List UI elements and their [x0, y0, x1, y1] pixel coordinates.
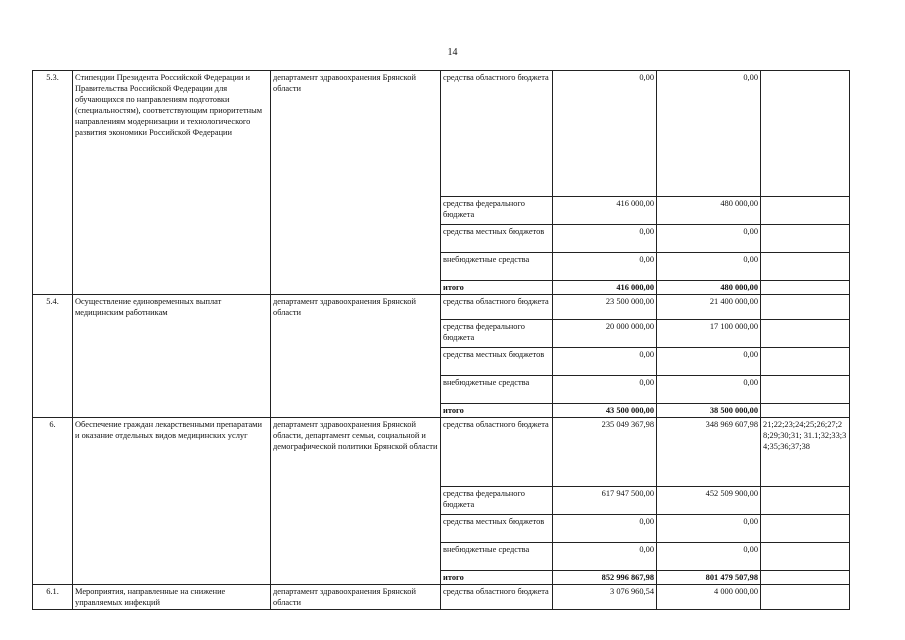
amount-year2-cell: 0,00	[657, 515, 761, 543]
indicators-cell	[761, 71, 850, 197]
empty-indicators-cell	[761, 404, 850, 418]
amount-year2-cell: 4 000 000,00	[657, 585, 761, 610]
amount-year1-cell: 416 000,00	[553, 197, 657, 225]
amount-year1-cell: 0,00	[553, 515, 657, 543]
funding-source-cell: средства областного бюджета	[441, 71, 553, 197]
amount-year1-cell: 0,00	[553, 225, 657, 253]
amount-year1-cell: 3 076 960,54	[553, 585, 657, 610]
amount-year1-cell: 20 000 000,00	[553, 320, 657, 348]
amount-year2-cell: 0,00	[657, 543, 761, 571]
page-number: 14	[447, 47, 458, 58]
amount-year2-cell: 17 100 000,00	[657, 320, 761, 348]
item-number-cell: 5.3.	[33, 71, 73, 295]
amount-year1-cell: 0,00	[553, 376, 657, 404]
funding-source-cell: средства федерального бюджета	[441, 320, 553, 348]
amount-year2-cell: 21 400 000,00	[657, 295, 761, 320]
funding-source-cell: средства областного бюджета	[441, 418, 553, 487]
amount-year1-cell: 235 049 367,98	[553, 418, 657, 487]
empty-indicators-cell	[761, 515, 850, 543]
empty-indicators-cell	[761, 376, 850, 404]
amount-year1-cell: 416 000,00	[553, 281, 657, 295]
table-row	[33, 418, 850, 487]
executor-cell: департамент здравоохранения Брянской области	[271, 295, 441, 418]
indicators-cell	[761, 585, 850, 610]
funding-source-cell: внебюджетные средства	[441, 376, 553, 404]
funding-source-cell: средства местных бюджетов	[441, 348, 553, 376]
amount-year1-cell: 0,00	[553, 71, 657, 197]
empty-indicators-cell	[761, 320, 850, 348]
funding-source-cell: средства федерального бюджета	[441, 487, 553, 515]
amount-year2-cell: 348 969 607,98	[657, 418, 761, 487]
empty-indicators-cell	[761, 253, 850, 281]
item-number-cell: 6.	[33, 418, 73, 585]
funding-source-cell: внебюджетные средства	[441, 543, 553, 571]
executor-cell: департамент здравоохранения Брянской области, департамент семьи, социальной и демографической политики Брянской области	[271, 418, 441, 585]
funding-source-cell: итого	[441, 571, 553, 585]
amount-year2-cell: 452 509 900,00	[657, 487, 761, 515]
funding-source-cell: средства местных бюджетов	[441, 225, 553, 253]
item-number-cell: 5.4.	[33, 295, 73, 418]
amount-year1-cell: 43 500 000,00	[553, 404, 657, 418]
item-name-cell: Осуществление единовременных выплат медицинским работникам	[73, 295, 271, 418]
executor-cell: департамент здравоохранения Брянской области	[271, 71, 441, 295]
executor-cell: департамент здравоохранения Брянской области	[271, 585, 441, 610]
empty-indicators-cell	[761, 487, 850, 515]
funding-source-cell: итого	[441, 281, 553, 295]
item-name-cell: Стипендии Президента Российской Федерации и Правительства Российской Федерации для обучающихся по направлениям подготовки (специальностям), соответствующим приоритетным направлениям модернизации и технологического развития экономики Российской Федерации	[73, 71, 271, 295]
item-name-cell: Обеспечение граждан лекарственными препаратами и оказание отдельных видов медицинских услуг	[73, 418, 271, 585]
empty-indicators-cell	[761, 348, 850, 376]
funding-source-cell: итого	[441, 404, 553, 418]
amount-year2-cell: 801 479 507,98	[657, 571, 761, 585]
funding-source-cell: средства областного бюджета	[441, 295, 553, 320]
amount-year1-cell: 617 947 500,00	[553, 487, 657, 515]
amount-year2-cell: 0,00	[657, 348, 761, 376]
amount-year2-cell: 38 500 000,00	[657, 404, 761, 418]
indicators-cell: 21;22;23;24;25;26;27;28;29;30;31; 31.1;32;33;34;35;36;37;38	[761, 418, 850, 487]
item-number-cell: 6.1.	[33, 585, 73, 610]
amount-year2-cell: 480 000,00	[657, 197, 761, 225]
empty-indicators-cell	[761, 543, 850, 571]
amount-year2-cell: 480 000,00	[657, 281, 761, 295]
budget-table	[32, 70, 850, 610]
table-row	[33, 585, 850, 610]
amount-year2-cell: 0,00	[657, 225, 761, 253]
funding-source-cell: средства федерального бюджета	[441, 197, 553, 225]
table-row	[33, 295, 850, 320]
amount-year1-cell: 0,00	[553, 253, 657, 281]
empty-indicators-cell	[761, 571, 850, 585]
table-row	[33, 71, 850, 197]
indicators-cell	[761, 295, 850, 320]
amount-year2-cell: 0,00	[657, 376, 761, 404]
item-name-cell: Мероприятия, направленные на снижение управляемых инфекций	[73, 585, 271, 610]
amount-year1-cell: 23 500 000,00	[553, 295, 657, 320]
amount-year1-cell: 0,00	[553, 348, 657, 376]
empty-indicators-cell	[761, 281, 850, 295]
funding-source-cell: средства областного бюджета	[441, 585, 553, 610]
empty-indicators-cell	[761, 225, 850, 253]
amount-year2-cell: 0,00	[657, 253, 761, 281]
empty-indicators-cell	[761, 197, 850, 225]
amount-year2-cell: 0,00	[657, 71, 761, 197]
funding-source-cell: внебюджетные средства	[441, 253, 553, 281]
funding-source-cell: средства местных бюджетов	[441, 515, 553, 543]
amount-year1-cell: 852 996 867,98	[553, 571, 657, 585]
amount-year1-cell: 0,00	[553, 543, 657, 571]
